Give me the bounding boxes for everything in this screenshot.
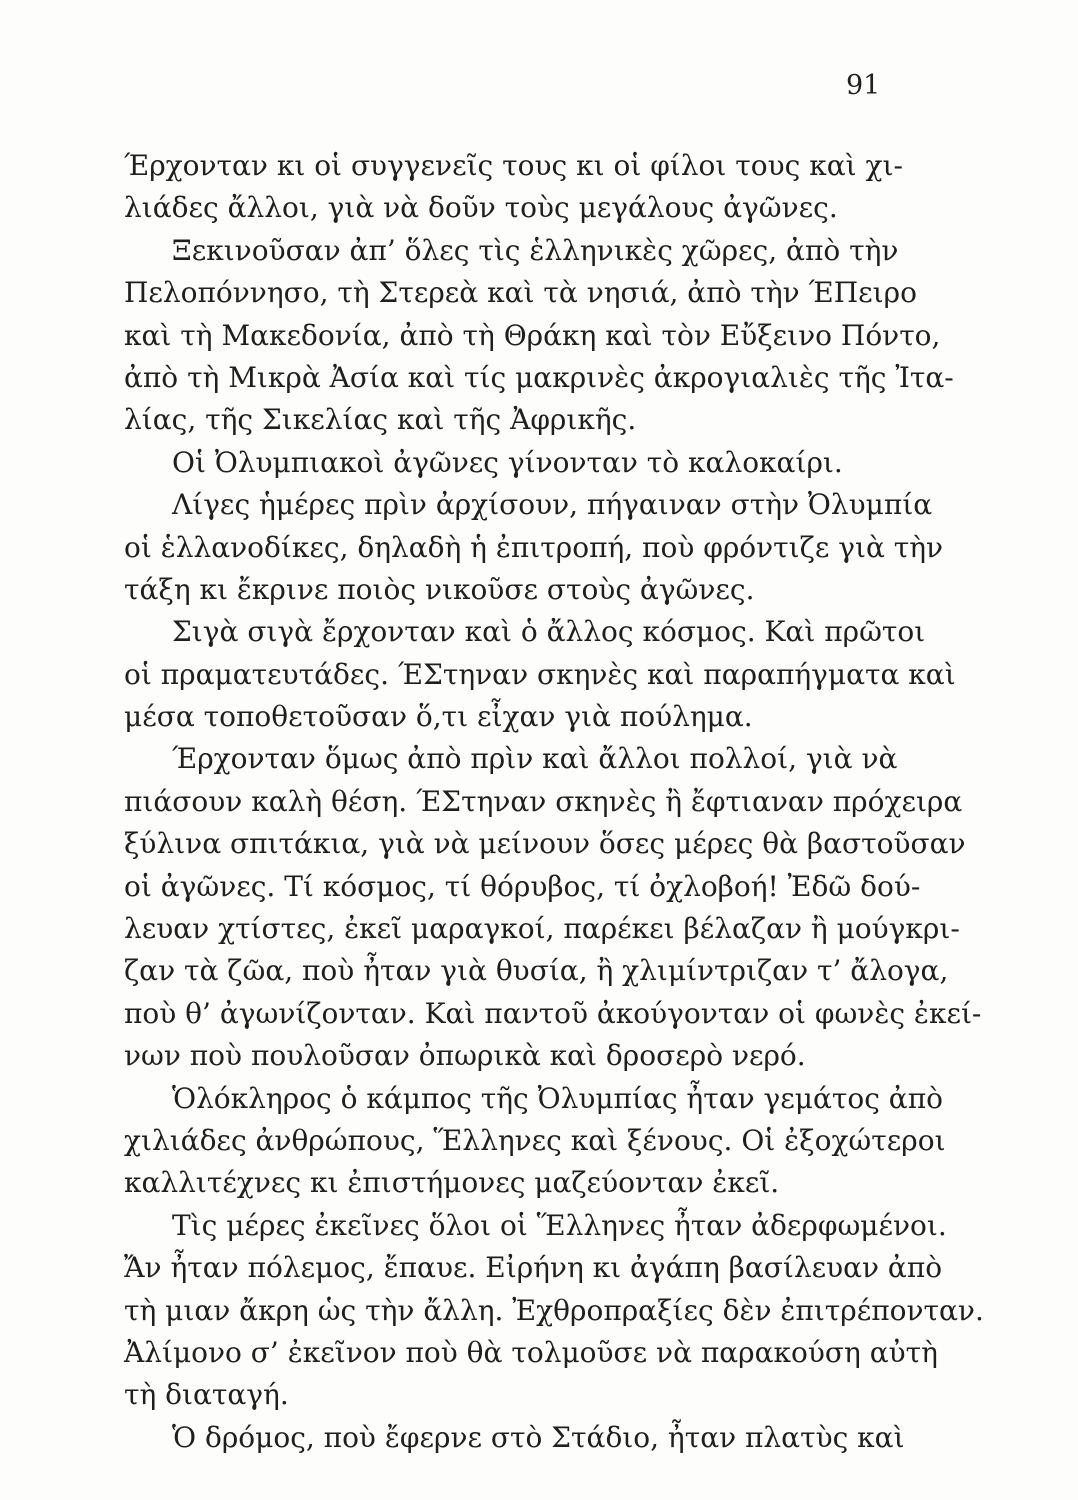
text-line: λίας, τῆς Σικελίας καὶ τῆς Ἀφρικῆς. [124,403,637,437]
text-line: ξύλινα σπιτάκια, γιὰ νὰ μείνουν ὅσες μέρες θὰ βαστοῦσαν [124,827,966,861]
text-line: Έρχονταν κι οἱ συγγενεῖς τους κι οἱ φίλοι τους καὶ χι- [124,149,903,182]
text-line: ζαν τὰ ζῶα, ποὺ ἦταν γιὰ θυσία, ἢ χλιμίντριζαν τ’ ἄλογα, [124,954,949,988]
text-line: Ἄν ἦταν πόλεμος, ἔπαυε. Εἰρήνη κι ἀγάπη βασίλευαν ἀπὸ [124,1251,943,1285]
text-line: τὴ διαταγή. [124,1378,289,1412]
text-line: λευαν χτίστες, ἐκεῖ μαραγκοί, παρέκει βέλαζαν ἢ μούγκρι- [124,912,960,946]
text-line: Έρχονταν ὅμως ἀπὸ πρὶν καὶ ἄλλοι πολλοί, γιὰ νὰ [172,742,898,776]
text-line: Ὁ δρόμος, ποὺ ἔφερνε στὸ Στάδιο, ἦταν πλατὺς καὶ [172,1420,905,1454]
text-line: λιάδες ἄλλοι, γιὰ νὰ δοῦν τοὺς μεγάλους ἀγῶνες. [124,191,838,225]
text-line: οἱ ἀγῶνες. Τί κόσμος, τί θόρυβος, τί ὀχλοβοή! Ἐδῶ δού- [124,869,921,903]
body-text [124,145,984,1459]
text-line: μέσα τοποθετοῦσαν ὅ,τι εἶχαν γιὰ πούλημα. [124,700,753,734]
text-line: οἱ ἑλλανοδίκες, δηλαδὴ ἡ ἐπιτροπή, ποὺ φρόντιζε γιὰ τὴν [124,530,944,564]
text-line: Ἀλίμονο σ’ ἐκεῖνον ποὺ θὰ τολμοῦσε νὰ παρακούση αὐτὴ [124,1335,938,1369]
text-line: Σιγὰ σιγὰ ἔρχονταν καὶ ὁ ἄλλος κόσμος. Καὶ πρῶτοι [172,615,926,649]
text-line: Ὁλόκληρος ὁ κάμπος τῆς Ὀλυμπίας ἦταν γεμάτος ἀπὸ [172,1081,943,1115]
text-line: χιλιάδες ἀνθρώπους, Ἕλληνες καὶ ξένους. Οἱ ἐξοχώτεροι [124,1123,946,1157]
text-line: οἱ πραματευτάδες. ΈΣτηναν σκηνὲς καὶ παραπήγματα καὶ [124,657,956,691]
text-line: Ξεκινοῦσαν ἀπ’ ὅλες τὶς ἑλληνικὲς χῶρες, ἀπὸ τὴν [172,233,899,267]
text-line: τὴ μιαν ἄκρη ὡς τὴν ἄλλη. Ἐχθροπραξίες δὲν ἐπιτρέπονταν. [124,1293,984,1327]
text-line: πιάσουν καλὴ θέση. ΈΣτηναν σκηνὲς ἢ ἔφτιαναν πρόχειρα [124,784,963,818]
text-line: καλλιτέχνες κι ἐπιστήμονες μαζεύονταν ἐκεῖ. [124,1166,780,1200]
text-line: ποὺ θ’ ἀγωνίζονταν. Καὶ παντοῦ ἀκούγονταν οἱ φωνὲς ἐκεί- [124,996,982,1030]
text-line: καὶ τὴ Μακεδονία, ἀπὸ τὴ Θράκη καὶ τὸν Εὔξεινο Πόντο, [124,318,941,352]
text-line: νων ποὺ πουλοῦσαν ὀπωρικὰ καὶ δροσερὸ νερό. [124,1039,806,1073]
text-line: Τὶς μέρες ἐκεῖνες ὅλοι οἱ Ἕλληνες ἦταν ἀδερφωμένοι. [172,1208,947,1242]
text-line: Οἱ Ὀλυμπιακοὶ ἀγῶνες γίνονταν τὸ καλοκαίρι. [172,445,843,479]
text-line: ἀπὸ τὴ Μικρὰ Ἀσία καὶ τίς μακρινὲς ἀκρογιαλιὲς τῆς Ἰτα- [124,360,954,394]
page-number: 91 [846,70,881,101]
text-line: τάξη κι ἔκρινε ποιὸς νικοῦσε στοὺς ἀγῶνες. [124,572,755,606]
text-line: Λίγες ἡμέρες πρὶν ἀρχίσουν, πήγαιναν στὴν Ὀλυμπία [172,488,933,522]
text-line: Πελοπόννησο, τὴ Στερεὰ καὶ τὰ νησιά, ἀπὸ τὴν ΈΠειρο [124,276,917,310]
